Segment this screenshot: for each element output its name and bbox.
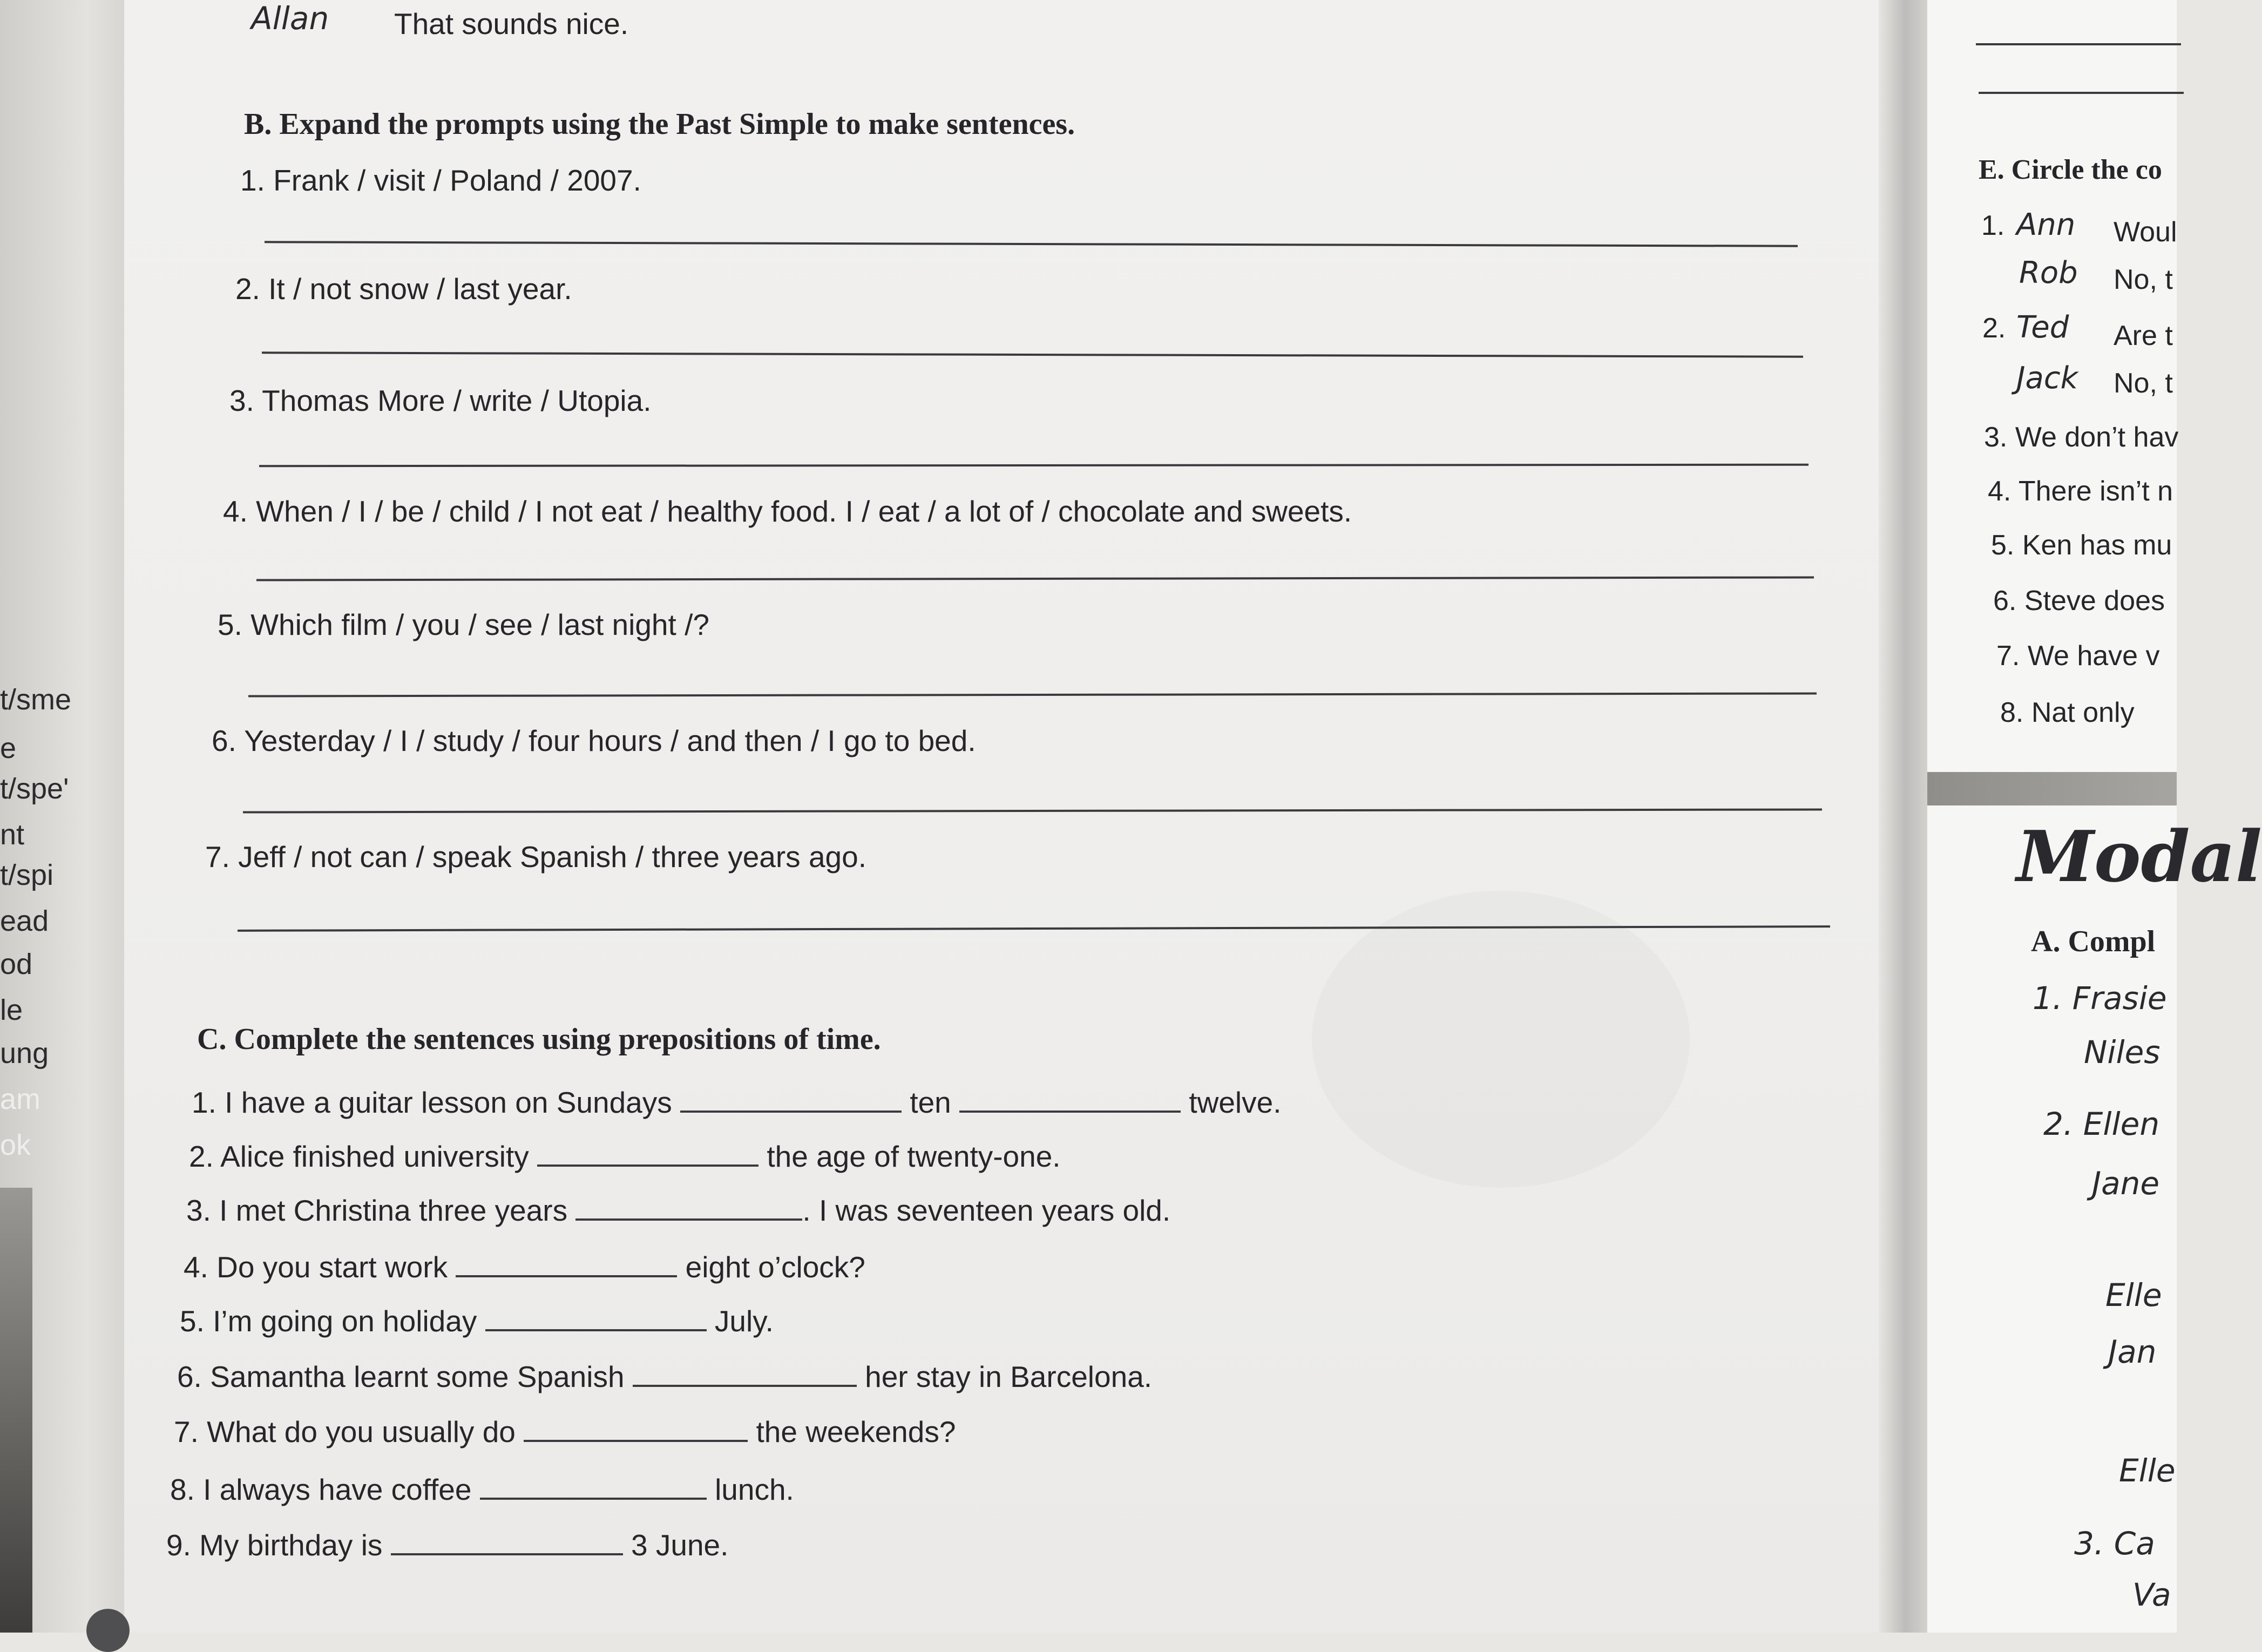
right-item: 5. Ken has mu [1991,530,2172,561]
blank-field[interactable] [633,1380,857,1387]
sentence-part: 3. I met Christina three years [186,1194,568,1227]
section-c-item-2 [189,1139,1061,1174]
right-name: Jan [2108,1333,2157,1370]
section-c-heading: C. Complete the sentences using prepositions of time. [197,1023,881,1056]
module-divider-band [1927,772,2177,805]
answer-line[interactable] [1979,92,2184,94]
watermark-stamp [1312,891,1690,1188]
blank-field[interactable] [680,1106,902,1113]
dialogue-text: Woul [2114,216,2177,248]
blank-field[interactable] [575,1214,802,1221]
right-item: 4. There isn’t n [1988,476,2173,507]
section-b-heading: B. Expand the prompts using the Past Simple to make sentences. [244,107,1075,141]
blank-field[interactable] [524,1436,748,1442]
dialogue-text: No, t [2114,264,2173,295]
left-margin-word: t/spe' [0,773,69,805]
section-b-item-4: 4. When / I / be / child / I not eat / healthy food. I / eat / a lot of / chocolate and sweets. [223,495,1352,528]
section-c-item-8 [170,1472,794,1507]
left-margin-word: am [0,1083,41,1115]
left-margin-word: t/spi [0,859,54,891]
sentence-part: 4. Do you start work [184,1250,448,1284]
sentence-part: 1. I have a guitar lesson on Sundays [192,1086,672,1119]
dialogue-number: 2. [1982,313,2006,344]
blank-field[interactable] [537,1160,758,1167]
section-e-heading: E. Circle the co [1979,154,2162,185]
section-a-heading: A. Compl [2031,925,2156,958]
sentence-part: twelve. [1189,1086,1282,1119]
sentence-part: 9. My birthday is [166,1528,383,1562]
right-name: 2. Ellen [2043,1106,2160,1142]
left-margin-word: le [0,994,23,1026]
section-b-item-1: 1. Frank / visit / Poland / 2007. [240,164,641,197]
left-margin-word: t/sme [0,683,72,716]
dialogue-speaker: Jack [2016,361,2078,396]
section-c-item-7 [174,1414,956,1449]
right-item: 6. Steve does [1993,585,2165,617]
sentence-part: lunch. [715,1473,794,1506]
sentence-part: 7. What do you usually do [174,1415,516,1448]
sentence-part: 2. Alice finished university [189,1140,529,1173]
dialogue-speaker: Rob [2019,255,2078,290]
left-margin-word: ung [0,1037,49,1069]
right-name: Jane [2092,1165,2160,1202]
section-b-item-5: 5. Which film / you / see / last night /? [218,608,709,641]
right-name: Elle [2105,1277,2162,1314]
section-c-item-1 [192,1085,1282,1120]
left-margin-word: nt [0,818,25,851]
dialogue-line: That sounds nice. [394,7,629,40]
right-item: 8. Nat only [2000,697,2135,728]
blank-field[interactable] [480,1493,707,1500]
section-b-item-6: 6. Yesterday / I / study / four hours / and then / I go to bed. [212,724,976,757]
right-name: Elle [2119,1452,2176,1489]
section-c-item-4 [184,1250,865,1284]
blank-field[interactable] [456,1271,677,1277]
dialogue-number: 1. [1981,210,2005,241]
left-page-strip [0,0,124,1633]
right-name: 1. Frasie [2033,980,2167,1017]
sentence-part: 6. Samantha learnt some Spanish [177,1360,625,1393]
sentence-part: the weekends? [756,1415,956,1448]
left-margin-word: ok [0,1129,31,1161]
section-c-item-3 [186,1193,1170,1228]
left-page-shadow [0,1188,32,1633]
right-item: 3. We don’t hav [1984,422,2179,453]
book-gutter [1879,0,1927,1633]
module-title: Modal [2016,815,2262,898]
sentence-part: ten [910,1086,951,1119]
right-item: 7. We have v [1996,640,2160,672]
dialogue-speaker: Ann [2016,207,2076,242]
sentence-part: 5. I’m going on holiday [180,1304,477,1338]
answer-line[interactable] [1976,43,2181,45]
dialogue-text: Are t [2114,320,2173,351]
sentence-part: eight o’clock? [685,1250,865,1284]
left-margin-word: od [0,948,33,980]
dialogue-text: No, t [2114,368,2173,399]
right-name: 3. Ca [2074,1525,2155,1562]
left-margin-word: ead [0,905,49,937]
dialogue-speaker: Allan [251,0,329,37]
blank-field[interactable] [485,1325,707,1331]
right-page [1927,0,2262,1633]
section-c-item-9 [166,1528,728,1562]
section-c-item-6 [177,1359,1152,1394]
left-margin-word: e [0,732,17,764]
section-b-item-2: 2. It / not snow / last year. [235,272,572,306]
sentence-part: her stay in Barcelona. [865,1360,1153,1393]
sentence-part: . I was seventeen years old. [802,1194,1171,1227]
right-name: Niles [2084,1034,2161,1071]
section-c-item-5 [180,1304,774,1338]
blank-field[interactable] [391,1549,623,1555]
sentence-part: 8. I always have coffee [170,1473,472,1506]
dialogue-speaker: Ted [2016,310,2069,345]
page-number-badge [86,1609,130,1652]
section-b-item-7: 7. Jeff / not can / speak Spanish / three years ago. [205,840,867,874]
right-name: Va [2132,1576,2171,1613]
blank-field[interactable] [959,1106,1181,1113]
sentence-part: the age of twenty-one. [767,1140,1061,1173]
sentence-part: 3 June. [631,1528,729,1562]
sentence-part: July. [714,1304,774,1338]
section-b-item-3: 3. Thomas More / write / Utopia. [229,384,652,417]
